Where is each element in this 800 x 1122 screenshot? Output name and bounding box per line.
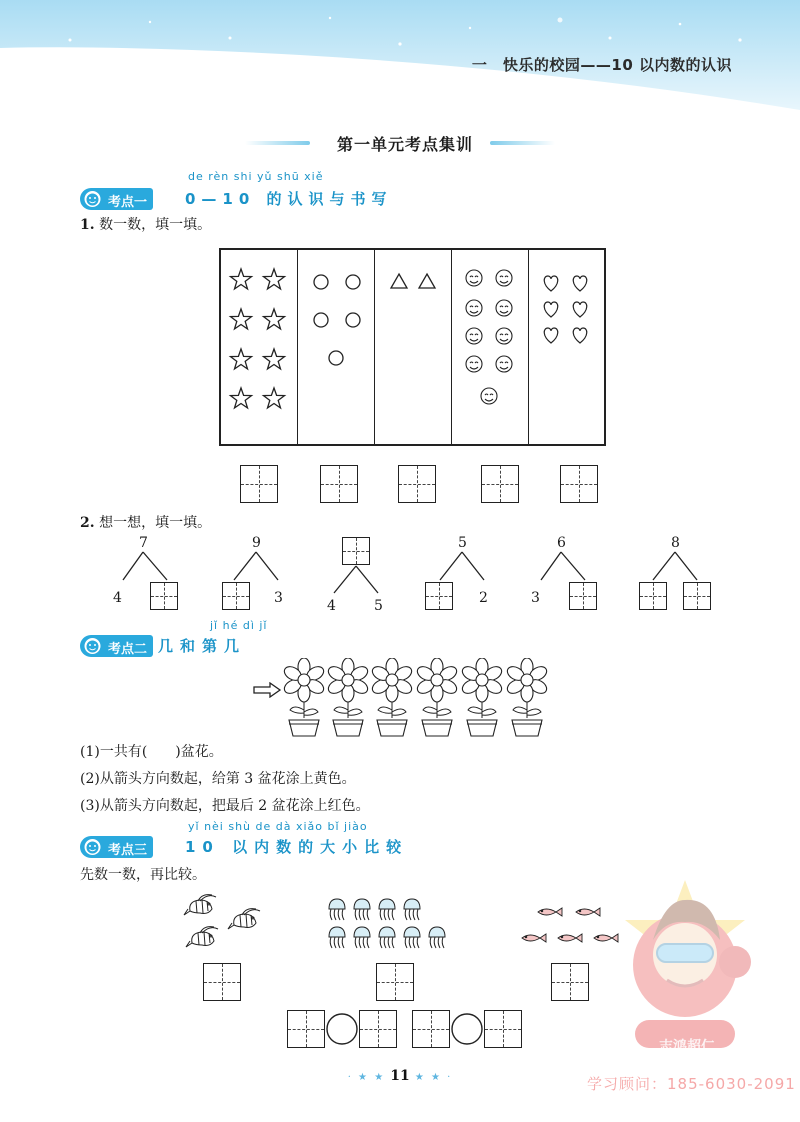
triangles-cell [375, 250, 452, 444]
compare-box-4[interactable] [484, 1010, 522, 1048]
smiley-cell [452, 250, 529, 444]
tree1-left: 4 [113, 590, 122, 606]
star-icons [221, 250, 298, 446]
tree5-right-box[interactable] [569, 582, 597, 610]
tree4-left-box[interactable] [425, 582, 453, 610]
tree6-left-box[interactable] [639, 582, 667, 610]
kaodian1-badge [80, 188, 153, 210]
tree5-left: 3 [531, 590, 540, 606]
kaodian3-pinyin: yǐ nèi shù de dà xiǎo bǐ jiào [188, 820, 368, 833]
footer-stars-right: ★ ★ · [414, 1072, 453, 1083]
tree6-right-box[interactable] [683, 582, 711, 610]
tree1-right-box[interactable] [150, 582, 178, 610]
kaodian1-pinyin: de rèn shi yǔ shū xiě [188, 170, 324, 183]
kaodian2-badge-label: 考点二 [108, 642, 148, 657]
answer-box-hearts[interactable] [560, 465, 598, 503]
flower-pots [282, 658, 552, 738]
flower-4[interactable] [415, 658, 459, 736]
shrimp-icons [178, 893, 270, 955]
answer-box-fish[interactable] [551, 963, 589, 1001]
answer-box-triangles[interactable] [398, 465, 436, 503]
question-3: 先数一数，再比较。 [80, 867, 206, 883]
question-2 [80, 512, 211, 532]
kaodian1-badge-label: 考点一 [108, 195, 148, 210]
mascot-face-icon [83, 838, 102, 856]
answer-box-smileys[interactable] [481, 465, 519, 503]
tree1-top: 7 [139, 535, 148, 551]
compare-circle-1[interactable] [325, 1012, 359, 1046]
flower-1[interactable] [282, 658, 326, 736]
chapter-title: 一 快乐的校园——10 以内数的认识 [471, 56, 732, 74]
kaodian2-title: 几和第几 [158, 637, 247, 655]
tree5-top: 6 [557, 535, 566, 551]
hearts-cell [529, 250, 604, 444]
smiley-icons [452, 250, 529, 446]
tree3-right: 5 [374, 598, 383, 614]
heart-icons [529, 250, 604, 446]
flower-5[interactable] [460, 658, 504, 736]
tree3-lines [320, 565, 390, 600]
mascot-label: 志鸿超仁 [659, 1039, 715, 1055]
question-1-number: 1. [80, 217, 95, 233]
title-line-left [245, 141, 310, 145]
answer-box-stars[interactable] [240, 465, 278, 503]
kaodian1-title: 0—10 的认识与书写 [185, 190, 393, 208]
flower-3[interactable] [370, 658, 414, 736]
section-title-bar [0, 130, 800, 154]
flower-6[interactable] [505, 658, 549, 736]
flower-2[interactable] [326, 658, 370, 736]
footer-stars-left: · ★ ★ [347, 1072, 386, 1083]
question-2-text: 想一想，填一填。 [99, 515, 212, 531]
tree3-left: 4 [327, 598, 336, 614]
question-1 [80, 214, 211, 234]
answer-box-circles[interactable] [320, 465, 358, 503]
tree3-top-box[interactable] [342, 537, 370, 565]
tree4-right: 2 [479, 590, 488, 606]
answer-box-jellyfish[interactable] [376, 963, 414, 1001]
sub-question-2: (2)从箭头方向数起，给第 3 盆花涂上黄色。 [80, 771, 356, 787]
kaodian2-badge [80, 635, 153, 657]
mascot-face-icon [83, 637, 102, 655]
circles-cell [298, 250, 375, 444]
triangle-icons [375, 250, 452, 446]
answer-box-shrimp[interactable] [203, 963, 241, 1001]
tree5-lines [533, 550, 603, 585]
tree1-lines [115, 550, 185, 585]
advisor-watermark: 学习顾问：185-6030-2091 [587, 1075, 796, 1093]
page-number: 11 [390, 1068, 410, 1084]
compare-box-2[interactable] [359, 1010, 397, 1048]
mascot-face-icon [83, 190, 102, 208]
kaodian3-badge [80, 836, 153, 858]
kaodian3-badge-label: 考点三 [108, 843, 148, 858]
sub-question-3: (3)从箭头方向数起，把最后 2 盆花涂上红色。 [80, 798, 370, 814]
tree4-lines [430, 550, 500, 585]
tree6-top: 8 [671, 535, 680, 551]
tree2-top: 9 [252, 535, 261, 551]
kaodian3-title: 10 以内数的大小比较 [185, 838, 409, 856]
section-title: 第一单元考点集训 [336, 135, 473, 154]
compare-box-3[interactable] [412, 1010, 450, 1048]
kaodian2-pinyin: jǐ hé dì jǐ [210, 619, 268, 632]
tree2-lines [228, 550, 298, 585]
counting-table [219, 248, 606, 446]
compare-box-1[interactable] [287, 1010, 325, 1048]
title-line-right [490, 141, 555, 145]
sub-question-1: (1)一共有( )盆花。 [80, 744, 223, 760]
right-arrow-icon [252, 682, 282, 698]
question-2-number: 2. [80, 515, 95, 531]
tree2-left-box[interactable] [222, 582, 250, 610]
jellyfish-icons [325, 895, 450, 955]
compare-circle-2[interactable] [450, 1012, 484, 1046]
stars-cell [221, 250, 298, 444]
tree2-right: 3 [274, 590, 283, 606]
question-1-text: 数一数，填一填。 [99, 217, 212, 233]
circle-icons [298, 250, 375, 446]
tree4-top: 5 [458, 535, 467, 551]
tree6-lines [645, 550, 715, 585]
